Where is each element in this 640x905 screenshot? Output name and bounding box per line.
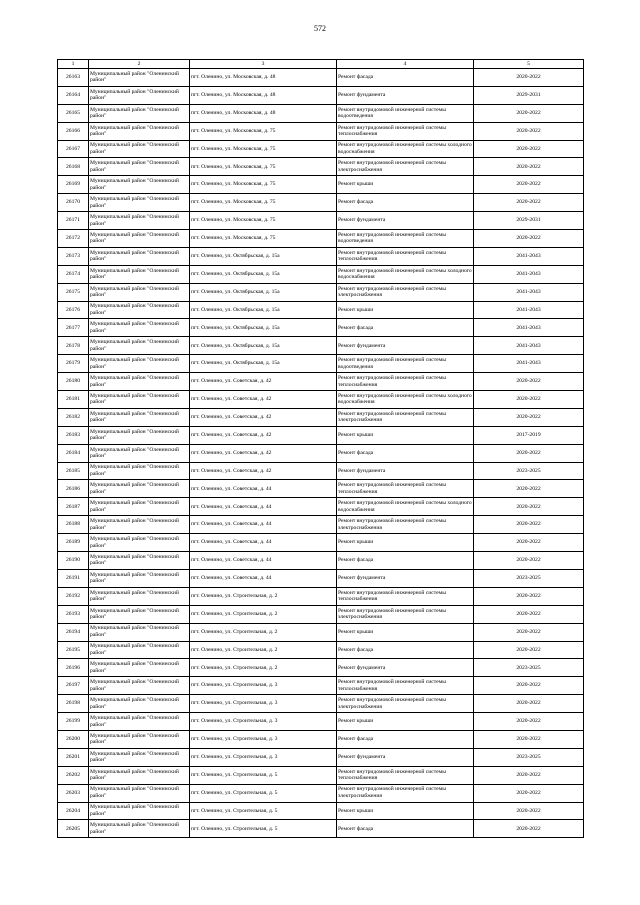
row-number-cell: 26176 (58, 301, 89, 319)
municipality-cell: Муниципальный район "Оленинский район" (89, 641, 190, 659)
table-row (58, 230, 584, 248)
municipality-cell: Муниципальный район "Оленинский район" (89, 408, 190, 426)
header-row (58, 60, 584, 69)
table-row (58, 659, 584, 677)
municipality-cell: Муниципальный район "Оленинский район" (89, 659, 190, 677)
address-cell: пгт. Оленино, ул. Строительная, д. 2 (190, 605, 337, 623)
table-row (58, 569, 584, 587)
period-cell: 2041-2043 (474, 265, 584, 283)
row-number-cell: 26188 (58, 516, 89, 534)
address-cell: пгт. Оленино, ул. Московская, д. 75 (190, 158, 337, 176)
table-row (58, 355, 584, 373)
period-cell: 2020-2022 (474, 820, 584, 838)
address-cell: пгт. Оленино, ул. Московская, д. 48 (190, 104, 337, 122)
work-type-cell: Ремонт внутридомовой инженерной системы теплоснабжения (337, 122, 474, 140)
row-number-cell: 26186 (58, 480, 89, 498)
work-type-cell: Ремонт внутридомовой инженерной системы теплоснабжения (337, 766, 474, 784)
row-number-cell: 26202 (58, 766, 89, 784)
work-type-cell: Ремонт фасада (337, 820, 474, 838)
table-row (58, 158, 584, 176)
row-number-cell: 26201 (58, 748, 89, 766)
row-number-cell: 26166 (58, 122, 89, 140)
municipality-cell: Муниципальный район "Оленинский район" (89, 426, 190, 444)
municipality-cell: Муниципальный район "Оленинский район" (89, 283, 190, 301)
table-row (58, 391, 584, 409)
municipality-cell: Муниципальный район "Оленинский район" (89, 194, 190, 212)
address-cell: пгт. Оленино, ул. Советская, д. 44 (190, 569, 337, 587)
address-cell: пгт. Оленино, ул. Московская, д. 75 (190, 176, 337, 194)
table-row (58, 766, 584, 784)
municipality-cell: Муниципальный район "Оленинский район" (89, 462, 190, 480)
period-cell: 2041-2043 (474, 283, 584, 301)
row-number-cell: 26187 (58, 498, 89, 516)
work-type-cell: Ремонт внутридомовой инженерной системы водоотведения (337, 355, 474, 373)
municipality-cell: Муниципальный район "Оленинский район" (89, 247, 190, 265)
address-cell: пгт. Оленино, ул. Строительная, д. 5 (190, 820, 337, 838)
work-type-cell: Ремонт фасада (337, 641, 474, 659)
municipality-cell: Муниципальный район "Оленинский район" (89, 355, 190, 373)
table-row (58, 337, 584, 355)
work-type-cell: Ремонт внутридомовой инженерной системы электроснабжения (337, 605, 474, 623)
row-number-cell: 26184 (58, 444, 89, 462)
address-cell: пгт. Оленино, ул. Московская, д. 75 (190, 194, 337, 212)
address-cell: пгт. Оленино, ул. Октябрьская, д. 15а (190, 265, 337, 283)
table-row (58, 641, 584, 659)
period-cell: 2020-2022 (474, 444, 584, 462)
municipality-cell: Муниципальный район "Оленинский район" (89, 516, 190, 534)
row-number-cell: 26180 (58, 373, 89, 391)
work-type-cell: Ремонт внутридомовой инженерной системы теплоснабжения (337, 587, 474, 605)
work-type-cell: Ремонт крыши (337, 176, 474, 194)
column-header-5: 5 (474, 60, 584, 69)
work-type-cell: Ремонт внутридомовой инженерной системы электроснабжения (337, 408, 474, 426)
address-cell: пгт. Оленино, ул. Московская, д. 75 (190, 140, 337, 158)
period-cell: 2020-2022 (474, 140, 584, 158)
municipality-cell: Муниципальный район "Оленинский район" (89, 713, 190, 731)
row-number-cell: 26172 (58, 230, 89, 248)
column-header-4: 4 (337, 60, 474, 69)
municipality-cell: Муниципальный район "Оленинский район" (89, 677, 190, 695)
period-cell: 2020-2022 (474, 641, 584, 659)
work-type-cell: Ремонт внутридомовой инженерной системы электроснабжения (337, 158, 474, 176)
address-cell: пгт. Оленино, ул. Октябрьская, д. 15а (190, 355, 337, 373)
row-number-cell: 26203 (58, 784, 89, 802)
repair-schedule-table (57, 59, 584, 838)
row-number-cell: 26163 (58, 69, 89, 87)
work-type-cell: Ремонт внутридомовой инженерной системы водоотведения (337, 230, 474, 248)
address-cell: пгт. Оленино, ул. Советская, д. 44 (190, 480, 337, 498)
period-cell: 2023-2025 (474, 748, 584, 766)
municipality-cell: Муниципальный район "Оленинский район" (89, 391, 190, 409)
table-row (58, 122, 584, 140)
table-row (58, 820, 584, 838)
table-row (58, 516, 584, 534)
address-cell: пгт. Оленино, ул. Октябрьская, д. 15а (190, 283, 337, 301)
table-row (58, 730, 584, 748)
municipality-cell: Муниципальный район "Оленинский район" (89, 319, 190, 337)
address-cell: пгт. Оленино, ул. Строительная, д. 2 (190, 623, 337, 641)
period-cell: 2023-2025 (474, 659, 584, 677)
work-type-cell: Ремонт крыши (337, 623, 474, 641)
table-row (58, 247, 584, 265)
table-row (58, 265, 584, 283)
column-header-3: 3 (190, 60, 337, 69)
page-number: 572 (314, 24, 326, 33)
municipality-cell: Муниципальный район "Оленинский район" (89, 587, 190, 605)
period-cell: 2020-2022 (474, 408, 584, 426)
municipality-cell: Муниципальный район "Оленинский район" (89, 730, 190, 748)
work-type-cell: Ремонт фундамента (337, 86, 474, 104)
address-cell: пгт. Оленино, ул. Строительная, д. 3 (190, 730, 337, 748)
municipality-cell: Муниципальный район "Оленинский район" (89, 480, 190, 498)
municipality-cell: Муниципальный район "Оленинский район" (89, 122, 190, 140)
work-type-cell: Ремонт фасада (337, 194, 474, 212)
address-cell: пгт. Оленино, ул. Строительная, д. 2 (190, 587, 337, 605)
period-cell: 2020-2022 (474, 587, 584, 605)
municipality-cell: Муниципальный район "Оленинский район" (89, 265, 190, 283)
work-type-cell: Ремонт внутридомовой инженерной системы водоотведения (337, 104, 474, 122)
table-row (58, 319, 584, 337)
municipality-cell: Муниципальный район "Оленинский район" (89, 569, 190, 587)
table-row (58, 176, 584, 194)
row-number-cell: 26205 (58, 820, 89, 838)
row-number-cell: 26182 (58, 408, 89, 426)
table-row (58, 194, 584, 212)
address-cell: пгт. Оленино, ул. Советская, д. 44 (190, 552, 337, 570)
municipality-cell: Муниципальный район "Оленинский район" (89, 784, 190, 802)
table-row (58, 534, 584, 552)
work-type-cell: Ремонт внутридомовой инженерной системы электроснабжения (337, 784, 474, 802)
row-number-cell: 26177 (58, 319, 89, 337)
table-row (58, 444, 584, 462)
period-cell: 2029-2031 (474, 212, 584, 230)
address-cell: пгт. Оленино, ул. Московская, д. 75 (190, 122, 337, 140)
address-cell: пгт. Оленино, ул. Октябрьская, д. 15а (190, 319, 337, 337)
address-cell: пгт. Оленино, ул. Строительная, д. 5 (190, 766, 337, 784)
row-number-cell: 26195 (58, 641, 89, 659)
work-type-cell: Ремонт фасада (337, 730, 474, 748)
work-type-cell: Ремонт внутридомовой инженерной системы электроснабжения (337, 516, 474, 534)
row-number-cell: 26168 (58, 158, 89, 176)
work-type-cell: Ремонт крыши (337, 713, 474, 731)
address-cell: пгт. Оленино, ул. Советская, д. 44 (190, 516, 337, 534)
work-type-cell: Ремонт внутридомовой инженерной системы электроснабжения (337, 283, 474, 301)
row-number-cell: 26179 (58, 355, 89, 373)
address-cell: пгт. Оленино, ул. Строительная, д. 3 (190, 713, 337, 731)
period-cell: 2020-2022 (474, 534, 584, 552)
column-header-2: 2 (89, 60, 190, 69)
row-number-cell: 26167 (58, 140, 89, 158)
work-type-cell: Ремонт фундамента (337, 337, 474, 355)
row-number-cell: 26164 (58, 86, 89, 104)
table-row (58, 301, 584, 319)
municipality-cell: Муниципальный район "Оленинский район" (89, 212, 190, 230)
row-number-cell: 26200 (58, 730, 89, 748)
table-row (58, 623, 584, 641)
address-cell: пгт. Оленино, ул. Советская, д. 44 (190, 534, 337, 552)
row-number-cell: 26198 (58, 695, 89, 713)
period-cell: 2029-2031 (474, 86, 584, 104)
row-number-cell: 26193 (58, 605, 89, 623)
period-cell: 2041-2043 (474, 301, 584, 319)
period-cell: 2020-2022 (474, 516, 584, 534)
municipality-cell: Муниципальный район "Оленинский район" (89, 748, 190, 766)
municipality-cell: Муниципальный район "Оленинский район" (89, 498, 190, 516)
table-row (58, 426, 584, 444)
municipality-cell: Муниципальный район "Оленинский район" (89, 444, 190, 462)
period-cell: 2020-2022 (474, 373, 584, 391)
period-cell: 2020-2022 (474, 69, 584, 87)
row-number-cell: 26165 (58, 104, 89, 122)
municipality-cell: Муниципальный район "Оленинский район" (89, 695, 190, 713)
period-cell: 2020-2022 (474, 552, 584, 570)
table-row (58, 86, 584, 104)
municipality-cell: Муниципальный район "Оленинский район" (89, 534, 190, 552)
row-number-cell: 26169 (58, 176, 89, 194)
column-header-1: 1 (58, 60, 89, 69)
table-row (58, 605, 584, 623)
period-cell: 2020-2022 (474, 104, 584, 122)
period-cell: 2041-2043 (474, 337, 584, 355)
row-number-cell: 26181 (58, 391, 89, 409)
address-cell: пгт. Оленино, ул. Строительная, д. 2 (190, 659, 337, 677)
period-cell: 2020-2022 (474, 480, 584, 498)
table-row (58, 587, 584, 605)
work-type-cell: Ремонт фасада (337, 552, 474, 570)
period-cell: 2020-2022 (474, 122, 584, 140)
address-cell: пгт. Оленино, ул. Советская, д. 44 (190, 498, 337, 516)
work-type-cell: Ремонт фундамента (337, 462, 474, 480)
row-number-cell: 26183 (58, 426, 89, 444)
work-type-cell: Ремонт фасада (337, 444, 474, 462)
row-number-cell: 26190 (58, 552, 89, 570)
row-number-cell: 26189 (58, 534, 89, 552)
work-type-cell: Ремонт внутридомовой инженерной системы теплоснабжения (337, 373, 474, 391)
table-body (58, 69, 584, 838)
table-row (58, 104, 584, 122)
row-number-cell: 26192 (58, 587, 89, 605)
address-cell: пгт. Оленино, ул. Строительная, д. 5 (190, 802, 337, 820)
row-number-cell: 26194 (58, 623, 89, 641)
address-cell: пгт. Оленино, ул. Московская, д. 75 (190, 230, 337, 248)
table-row (58, 408, 584, 426)
municipality-cell: Муниципальный район "Оленинский район" (89, 552, 190, 570)
period-cell: 2020-2022 (474, 176, 584, 194)
row-number-cell: 26204 (58, 802, 89, 820)
municipality-cell: Муниципальный район "Оленинский район" (89, 301, 190, 319)
work-type-cell: Ремонт фасада (337, 69, 474, 87)
address-cell: пгт. Оленино, ул. Строительная, д. 3 (190, 695, 337, 713)
work-type-cell: Ремонт внутридомовой инженерной системы теплоснабжения (337, 247, 474, 265)
work-type-cell: Ремонт внутридомовой инженерной системы теплоснабжения (337, 677, 474, 695)
address-cell: пгт. Оленино, ул. Московская, д. 48 (190, 86, 337, 104)
municipality-cell: Муниципальный район "Оленинский район" (89, 373, 190, 391)
table-row (58, 283, 584, 301)
work-type-cell: Ремонт внутридомовой инженерной системы холодного водоснабжения (337, 498, 474, 516)
work-type-cell: Ремонт фундамента (337, 748, 474, 766)
municipality-cell: Муниципальный район "Оленинский район" (89, 802, 190, 820)
row-number-cell: 26171 (58, 212, 89, 230)
period-cell: 2020-2022 (474, 802, 584, 820)
period-cell: 2023-2025 (474, 569, 584, 587)
period-cell: 2020-2022 (474, 766, 584, 784)
work-type-cell: Ремонт крыши (337, 802, 474, 820)
row-number-cell: 26191 (58, 569, 89, 587)
row-number-cell: 26174 (58, 265, 89, 283)
municipality-cell: Муниципальный район "Оленинский район" (89, 86, 190, 104)
period-cell: 2017-2019 (474, 426, 584, 444)
work-type-cell: Ремонт крыши (337, 534, 474, 552)
address-cell: пгт. Оленино, ул. Советская, д. 42 (190, 391, 337, 409)
period-cell: 2041-2043 (474, 319, 584, 337)
address-cell: пгт. Оленино, ул. Советская, д. 42 (190, 462, 337, 480)
period-cell: 2020-2022 (474, 498, 584, 516)
work-type-cell: Ремонт фундамента (337, 212, 474, 230)
period-cell: 2020-2022 (474, 695, 584, 713)
row-number-cell: 26196 (58, 659, 89, 677)
row-number-cell: 26199 (58, 713, 89, 731)
period-cell: 2020-2022 (474, 730, 584, 748)
period-cell: 2020-2022 (474, 623, 584, 641)
address-cell: пгт. Оленино, ул. Советская, д. 42 (190, 373, 337, 391)
address-cell: пгт. Оленино, ул. Московская, д. 48 (190, 69, 337, 87)
period-cell: 2020-2022 (474, 784, 584, 802)
period-cell: 2020-2022 (474, 605, 584, 623)
period-cell: 2020-2022 (474, 677, 584, 695)
period-cell: 2020-2022 (474, 230, 584, 248)
municipality-cell: Муниципальный район "Оленинский район" (89, 820, 190, 838)
work-type-cell: Ремонт фасада (337, 319, 474, 337)
address-cell: пгт. Оленино, ул. Строительная, д. 2 (190, 641, 337, 659)
address-cell: пгт. Оленино, ул. Октябрьская, д. 15а (190, 301, 337, 319)
address-cell: пгт. Оленино, ул. Октябрьская, д. 15а (190, 247, 337, 265)
table-row (58, 748, 584, 766)
address-cell: пгт. Оленино, ул. Строительная, д. 3 (190, 677, 337, 695)
work-type-cell: Ремонт внутридомовой инженерной системы холодного водоснабжения (337, 140, 474, 158)
period-cell: 2023-2025 (474, 462, 584, 480)
table-row (58, 784, 584, 802)
table-row (58, 802, 584, 820)
row-number-cell: 26173 (58, 247, 89, 265)
table-row (58, 462, 584, 480)
municipality-cell: Муниципальный район "Оленинский район" (89, 623, 190, 641)
address-cell: пгт. Оленино, ул. Строительная, д. 3 (190, 748, 337, 766)
period-cell: 2020-2022 (474, 713, 584, 731)
municipality-cell: Муниципальный район "Оленинский район" (89, 605, 190, 623)
row-number-cell: 26178 (58, 337, 89, 355)
table-row (58, 69, 584, 87)
work-type-cell: Ремонт крыши (337, 426, 474, 444)
table-row (58, 677, 584, 695)
table-row (58, 373, 584, 391)
work-type-cell: Ремонт внутридомовой инженерной системы теплоснабжения (337, 480, 474, 498)
address-cell: пгт. Оленино, ул. Строительная, д. 5 (190, 784, 337, 802)
table-row (58, 212, 584, 230)
municipality-cell: Муниципальный район "Оленинский район" (89, 104, 190, 122)
work-type-cell: Ремонт фундамента (337, 659, 474, 677)
work-type-cell: Ремонт внутридомовой инженерной системы холодного водоснабжения (337, 265, 474, 283)
work-type-cell: Ремонт внутридомовой инженерной системы электроснабжения (337, 695, 474, 713)
period-cell: 2041-2043 (474, 247, 584, 265)
table-row (58, 695, 584, 713)
address-cell: пгт. Оленино, ул. Советская, д. 42 (190, 408, 337, 426)
work-type-cell: Ремонт фундамента (337, 569, 474, 587)
address-cell: пгт. Оленино, ул. Советская, д. 42 (190, 426, 337, 444)
municipality-cell: Муниципальный район "Оленинский район" (89, 140, 190, 158)
row-number-cell: 26185 (58, 462, 89, 480)
row-number-cell: 26170 (58, 194, 89, 212)
period-cell: 2020-2022 (474, 194, 584, 212)
table-row (58, 480, 584, 498)
work-type-cell: Ремонт крыши (337, 301, 474, 319)
address-cell: пгт. Оленино, ул. Московская, д. 75 (190, 212, 337, 230)
address-cell: пгт. Оленино, ул. Советская, д. 42 (190, 444, 337, 462)
row-number-cell: 26175 (58, 283, 89, 301)
table-row (58, 713, 584, 731)
work-type-cell: Ремонт внутридомовой инженерной системы холодного водоснабжения (337, 391, 474, 409)
period-cell: 2020-2022 (474, 158, 584, 176)
period-cell: 2041-2043 (474, 355, 584, 373)
period-cell: 2020-2022 (474, 391, 584, 409)
table-row (58, 498, 584, 516)
table-row (58, 140, 584, 158)
table-row (58, 552, 584, 570)
address-cell: пгт. Оленино, ул. Октябрьская, д. 15а (190, 337, 337, 355)
municipality-cell: Муниципальный район "Оленинский район" (89, 337, 190, 355)
municipality-cell: Муниципальный район "Оленинский район" (89, 230, 190, 248)
municipality-cell: Муниципальный район "Оленинский район" (89, 158, 190, 176)
municipality-cell: Муниципальный район "Оленинский район" (89, 176, 190, 194)
row-number-cell: 26197 (58, 677, 89, 695)
municipality-cell: Муниципальный район "Оленинский район" (89, 69, 190, 87)
municipality-cell: Муниципальный район "Оленинский район" (89, 766, 190, 784)
